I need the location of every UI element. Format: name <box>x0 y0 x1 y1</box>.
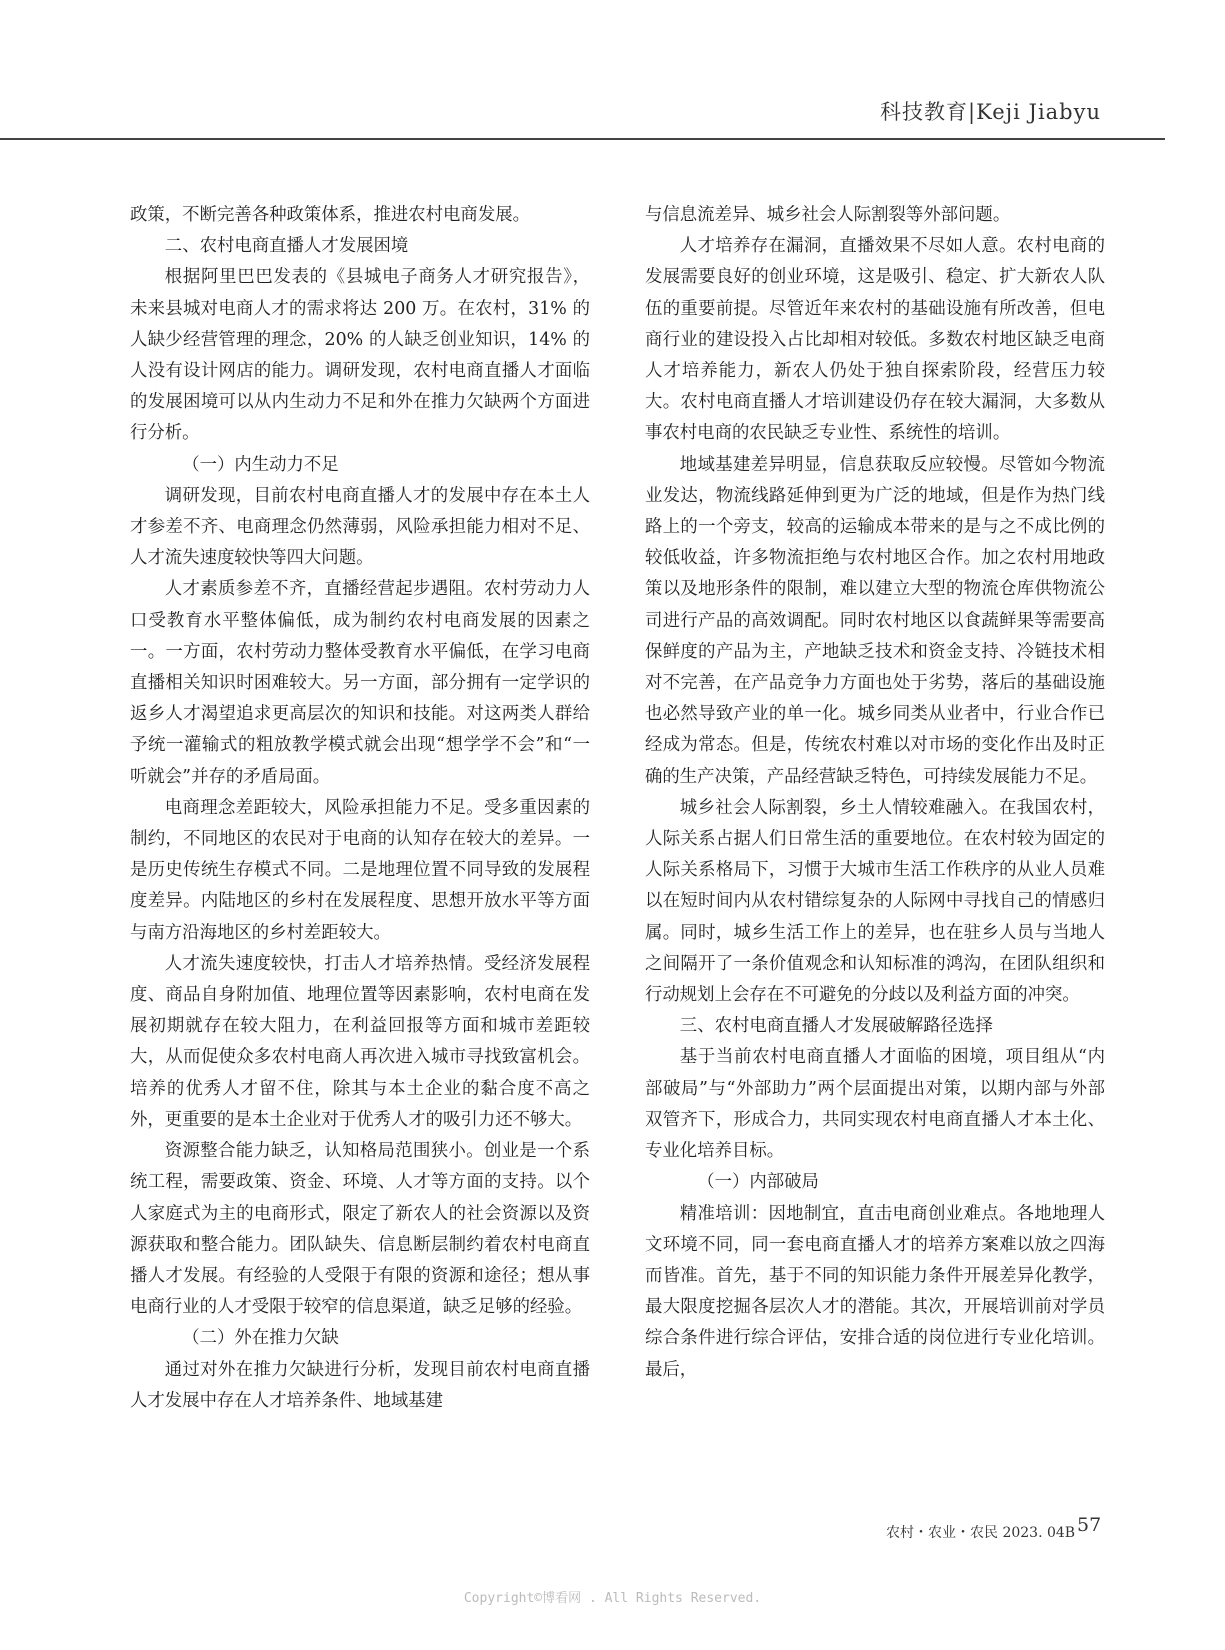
right-column <box>645 200 1105 1386</box>
paragraph: 通过对外在推力欠缺进行分析，发现目前农村电商直播人才发展中存在人才培养条件、地域基建 <box>130 1359 590 1411</box>
subsection-heading: （一）内生动力不足 <box>182 454 339 475</box>
subsection-heading: （二）外在推力欠缺 <box>182 1328 339 1349</box>
paragraph: 地域基建差异明显，信息获取反应较慢。尽管如今物流业发达，物流线路延伸到更为广泛的地域，但是作为热门线路上的一个旁支，较高的运输成本带来的是与之不成比例的较低收益，许多物流拒绝与农村地区合作。加之农村用地政策以及地形条件的限制，难以建立大型的物流仓库供物流公司进行产品的高效调配。同时农村地区以食蔬鲜果等需要高保鲜度的产品为主，产地缺乏技术和资金支持、冷链技术相对不完善，在产品竞争力方面也处于劣势，落后的基础设施也必然导致产业的单一化。城乡同类从业者中，行业合作已经成为常态。但是，传统农村难以对市场的变化作出及时正确的生产决策，产品经营缺乏特色，可持续发展能力不足。 <box>645 454 1105 787</box>
subsection-heading: （一）内部破局 <box>697 1172 819 1193</box>
paragraph: 电商理念差距较大，风险承担能力不足。受多重因素的制约，不同地区的农民对于电商的认知存在较大的差异。一是历史传统生存模式不同。二是地理位置不同导致的发展程度差异。内陆地区的乡村在发展程度、思想开放水平等方面与南方沿海地区的乡村差距较大。 <box>130 797 590 943</box>
paragraph: 调研发现，目前农村电商直播人才的发展中存在本土人才参差不齐、电商理念仍然薄弱，风险承担能力相对不足、人才流失速度较快等四大问题。 <box>130 485 590 569</box>
footer-journal-info: 农村・农业・农民 2023. 04B <box>886 1525 1076 1541</box>
paragraph: 人才培养存在漏洞，直播效果不尽如人意。农村电商的发展需要良好的创业环境，这是吸引、稳定、扩大新农人队伍的重要前提。尽管近年来农村的基础设施有所改善，但电商行业的建设投入占比却相对较低。多数农村地区缺乏电商人才培养能力，新农人仍处于独自探索阶段，经营压力较大。农村电商直播人才培训建设仍存在较大漏洞，大多数从事农村电商的农民缺乏专业性、系统性的培训。 <box>645 236 1105 444</box>
paragraph: 根据阿里巴巴发表的《县城电子商务人才研究报告》，未来县城对电商人才的需求将达 200 万。在农村，31% 的人缺少经营管理的理念，20% 的人缺乏创业知识，14% 的人没有设计网店的能力。调研发现，农村电商直播人才面临的发展困境可以从内生动力不足和外在推力欠缺两个方面进行分析。 <box>130 267 590 444</box>
running-header-title: 科技教育|Keji Jiabyu <box>880 100 1102 124</box>
copyright-watermark: Copyright©博看网 . All Rights Reserved. <box>463 1591 762 1606</box>
left-column <box>130 200 590 1417</box>
paragraph: 精准培训：因地制宜，直击电商创业难点。各地地理人文环境不同，同一套电商直播人才的培养方案难以放之四海而皆准。首先，基于不同的知识能力条件开展差异化教学，最大限度挖掘各层次人才的潜能。其次，开展培训前对学员综合条件进行综合评估，安排合适的岗位进行专业化培训。最后， <box>645 1203 1105 1380</box>
paragraph: 人才素质参差不齐，直播经营起步遇阻。农村劳动力人口受教育水平整体偏低，成为制约农村电商发展的因素之一。一方面，农村劳动力整体受教育水平偏低，在学习电商直播相关知识时困难较大。另一方面，部分拥有一定学识的返乡人才渴望追求更高层次的知识和技能。对这两类人群给予统一灌输式的粗放教学模式就会出现“想学学不会”和“一听就会”并存的矛盾局面。 <box>130 579 590 787</box>
paragraph: 人才流失速度较快，打击人才培养热情。受经济发展程度、商品自身附加值、地理位置等因素影响，农村电商在发展初期就存在较大阻力，在利益回报等方面和城市差距较大，从而促使众多农村电商人再次进入城市寻找致富机会。培养的优秀人才留不住，除其与本土企业的黏合度不高之外，更重要的是本土企业对于优秀人才的吸引力还不够大。 <box>130 953 590 1130</box>
paragraph: 城乡社会人际割裂，乡土人情较难融入。在我国农村，人际关系占据人们日常生活的重要地位。在农村较为固定的人际关系格局下，习惯于大城市生活工作秩序的从业人员难以在短时间内从农村错综复杂的人际网中寻找自己的情感归属。同时，城乡生活工作上的差异，也在驻乡人员与当地人之间隔开了一条价值观念和认知标准的鸿沟，在团队组织和行动规划上会存在不可避免的分歧以及利益方面的冲突。 <box>645 797 1105 1006</box>
header-rule <box>0 138 1165 140</box>
paragraph: 与信息流差异、城乡社会人际割裂等外部问题。 <box>645 205 1011 225</box>
paragraph: 资源整合能力缺乏，认知格局范围狭小。创业是一个系统工程，需要政策、资金、环境、人才等方面的支持。以个人家庭式为主的电商形式，限定了新农人的社会资源以及资源获取和整合能力。团队缺失、信息断层制约着农村电商直播人才发展。有经验的人受限于有限的资源和途径；想从事电商行业的人才受限于较窄的信息渠道，缺乏足够的经验。 <box>130 1141 590 1318</box>
paragraph: 政策，不断完善各种政策体系，推进农村电商发展。 <box>130 205 530 225</box>
section-heading: 二、农村电商直播人才发展困境 <box>164 236 409 257</box>
section-heading: 三、农村电商直播人才发展破解路径选择 <box>679 1016 993 1037</box>
page-number: 57 <box>1077 1514 1102 1536</box>
paragraph: 基于当前农村电商直播人才面临的困境，项目组从“内部破局”与“外部助力”两个层面提出对策，以期内部与外部双管齐下，形成合力，共同实现农村电商直播人才本土化、专业化培养目标。 <box>645 1047 1105 1162</box>
